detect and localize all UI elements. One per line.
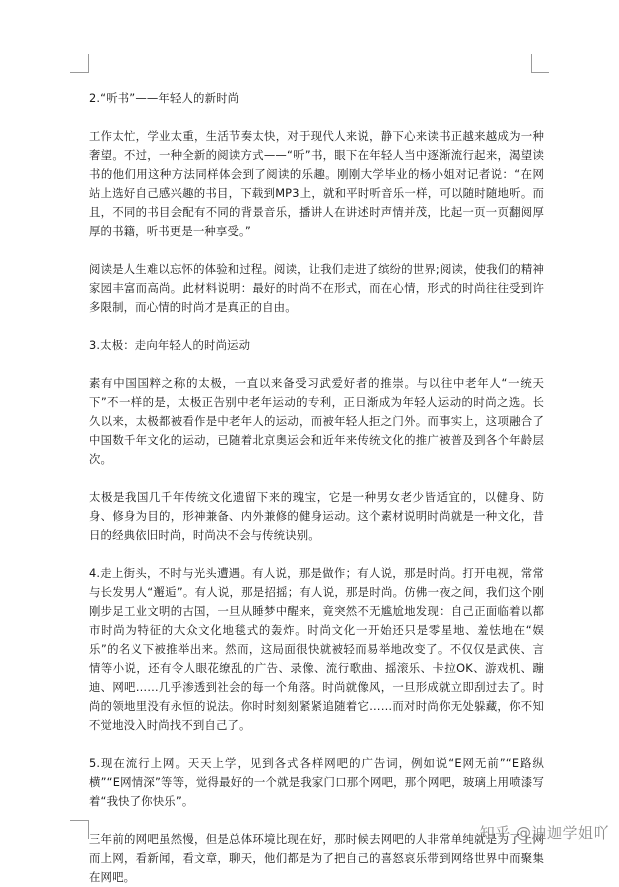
crop-mark-top-left-h xyxy=(70,72,88,73)
paragraph-spacer xyxy=(89,469,544,488)
section-heading-2: 2.“听书”——年轻人的新时尚 xyxy=(89,91,240,105)
paragraph-spacer xyxy=(89,108,544,127)
paragraph-spacer xyxy=(89,317,544,336)
crop-mark-top-left-v xyxy=(88,54,89,73)
paragraph-listening-books: 工作太忙，学业太重，生活节奏太快，对于现代人来说，静下心来读书正越来越成为一种奢望。不过，一种全新的阅读方式——“听”书，眼下在年轻人当中逐渐流行起来，渴望读书的他们用这种方法同样体会到了阅读的乐趣。刚刚大学毕业的杨小姐对记者说：“在网站上选好自己感兴趣的书目，下载到MP3上，就和平时听音乐一样，可以随时随地听。而且，不同的书目会配有不同的背景音乐，播讲人在讲述时声情并茂，比起一页一页翻阅厚厚的书籍，听书更是一种享受。” xyxy=(89,129,544,238)
paragraph-spacer xyxy=(89,241,544,260)
paragraph-spacer xyxy=(89,545,544,564)
crop-mark-bottom-left-h xyxy=(70,820,88,821)
paragraph-reading-experience: 阅读是人生难以忘怀的体验和过程。阅读，让我们走进了缤纷的世界;阅读，使我们的精神家园丰富而高尚。此材料说明：最好的时尚不在形式，而在心情，形式的时尚往往受到许多限制，而心情的时尚才是真正的自由。 xyxy=(89,262,544,314)
paragraph-spacer xyxy=(89,735,544,754)
watermark: 知乎 @迪迦学姐吖 xyxy=(479,824,609,842)
section-heading-3: 3.太极：走向年轻人的时尚运动 xyxy=(89,338,251,352)
document-body xyxy=(89,89,544,887)
paragraph-internet-cafe-past: 三年前的网吧虽然慢，但是总体环境比现在好，那时候去网吧的人非常单纯就是为了上网而上网，看新闻，看文章，聊天，他们都是为了把自己的喜怒哀乐带到网络世界中而聚集在网吧。 xyxy=(89,832,544,884)
crop-mark-top-right-h xyxy=(531,72,549,73)
paragraph-spacer xyxy=(89,811,544,830)
paragraph-fashion-street: 4.走上街头，不时与光头遭遇。有人说，那是做作；有人说，那是时尚。打开电视，常常与长发男人“邂逅”。有人说，那是招摇；有人说，那是时尚。仿佛一夜之间，我们这个刚刚步足工业文明的古国，一旦从睡梦中醒来，竟突然不无尴尬地发现：自己正面临着以都市时尚为特征的大众文化地毯式的轰炸。时尚文化一开始还只是零星地、羞怯地在“娱乐”的名义下被推举出来。然而，这局面很快就被轻而易举地改变了。不仅仅是武侠、言情等小说，还有令人眼花缭乱的广告、录像、流行歌曲、摇滚乐、卡拉OK、游戏机、蹦迪、网吧……几乎渗透到社会的每一个角落。时尚就像风，一旦形成就立即刮过去了。时尚的领地里没有永恒的说法。你时时刻刻紧紧追随着它……而对时尚你无处躲藏，你不知不觉地没入时尚找不到自己了。 xyxy=(89,566,544,732)
paragraph-taiji-trend: 素有中国国粹之称的太极，一直以来备受习武爱好者的推崇。与以往中老年人“一统天下”不一样的是，太极正告别中老年运动的专利，正日渐成为年轻人运动的时尚之选。长久以来，太极都被看作是中老年人的运动，而被年轻人拒之门外。而事实上，这项融合了中国数千年文化的运动，已随着北京奥运会和近年来传统文化的推广被普及到各个年龄层次。 xyxy=(89,376,544,466)
paragraph-taiji-culture: 太极是我国几千年传统文化遗留下来的瑰宝，它是一种男女老少皆适宜的，以健身、防身、修身为目的，形神兼备、内外兼修的健身运动。这个素材说明时尚就是一种文化，昔日的经典依旧时尚，时尚决不会与传统诀别。 xyxy=(89,490,544,542)
crop-mark-top-right-v xyxy=(531,54,532,73)
paragraph-spacer xyxy=(89,355,544,374)
paragraph-internet-cafe: 5.现在流行上网。天天上学，见到各式各样网吧的广告词，例如说“E网无前”“E路纵横”“E网情深”等等，觉得最好的一个就是我家门口那个网吧，那个网吧，玻璃上用喷漆写着“我快了你快乐”。 xyxy=(89,756,544,808)
